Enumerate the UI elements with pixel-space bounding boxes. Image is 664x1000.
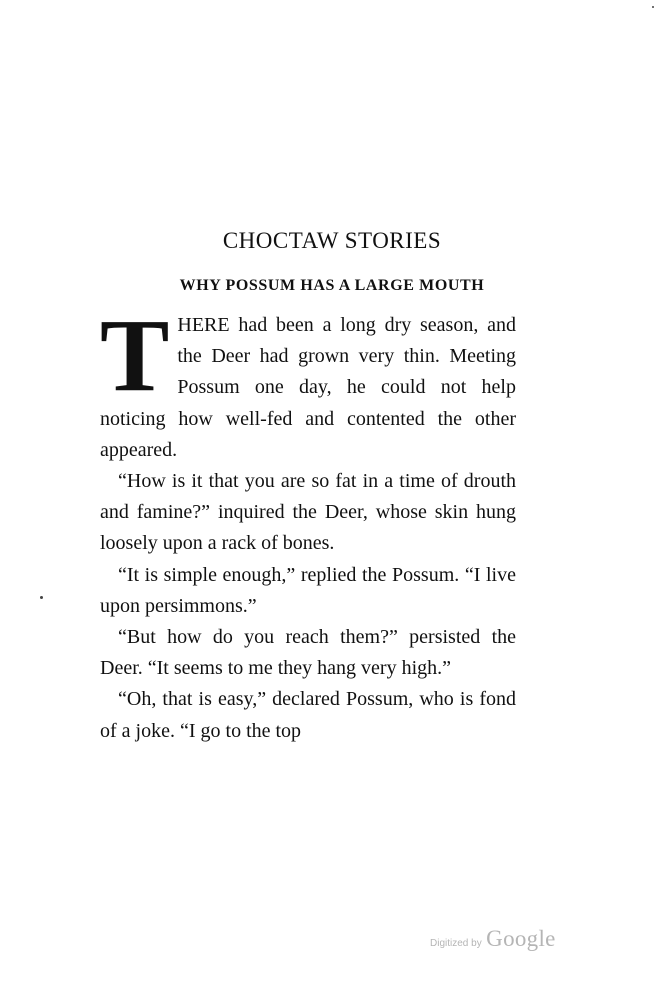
paragraph-4: “But how do you reach them?” persisted the Deer. “It seems to me they hang very high.”	[100, 626, 516, 680]
story-text	[100, 298, 516, 747]
drop-cap: T	[100, 298, 170, 413]
running-head: CHOCTAW STORIES	[222, 228, 442, 253]
paragraph-3: “It is simple enough,” replied the Possum. “I live upon persimmons.”	[100, 563, 516, 617]
digitized-by-watermark	[430, 926, 556, 952]
scan-speck	[40, 596, 43, 599]
scan-speck	[652, 6, 654, 8]
paragraph-5: “Oh, that is easy,” declared Possum, who is fond of a joke. “I go to the top	[100, 688, 516, 742]
paragraph-1	[100, 298, 516, 466]
paragraph-2: “How is it that you are so fat in a time of drouth and famine?” inquired the Deer, whose skin hung loosely upon a rack of bones.	[100, 470, 516, 555]
google-logo: Google	[486, 926, 556, 951]
paragraph-1-text: HERE had been a long dry season, and the Deer had grown very thin. Meeting Possum one day, he could not help noticing how well-fed and contented the other appeared.	[100, 314, 516, 461]
story-title: WHY POSSUM HAS A LARGE MOUTH	[179, 277, 485, 294]
watermark-prefix: Digitized by	[430, 938, 482, 949]
